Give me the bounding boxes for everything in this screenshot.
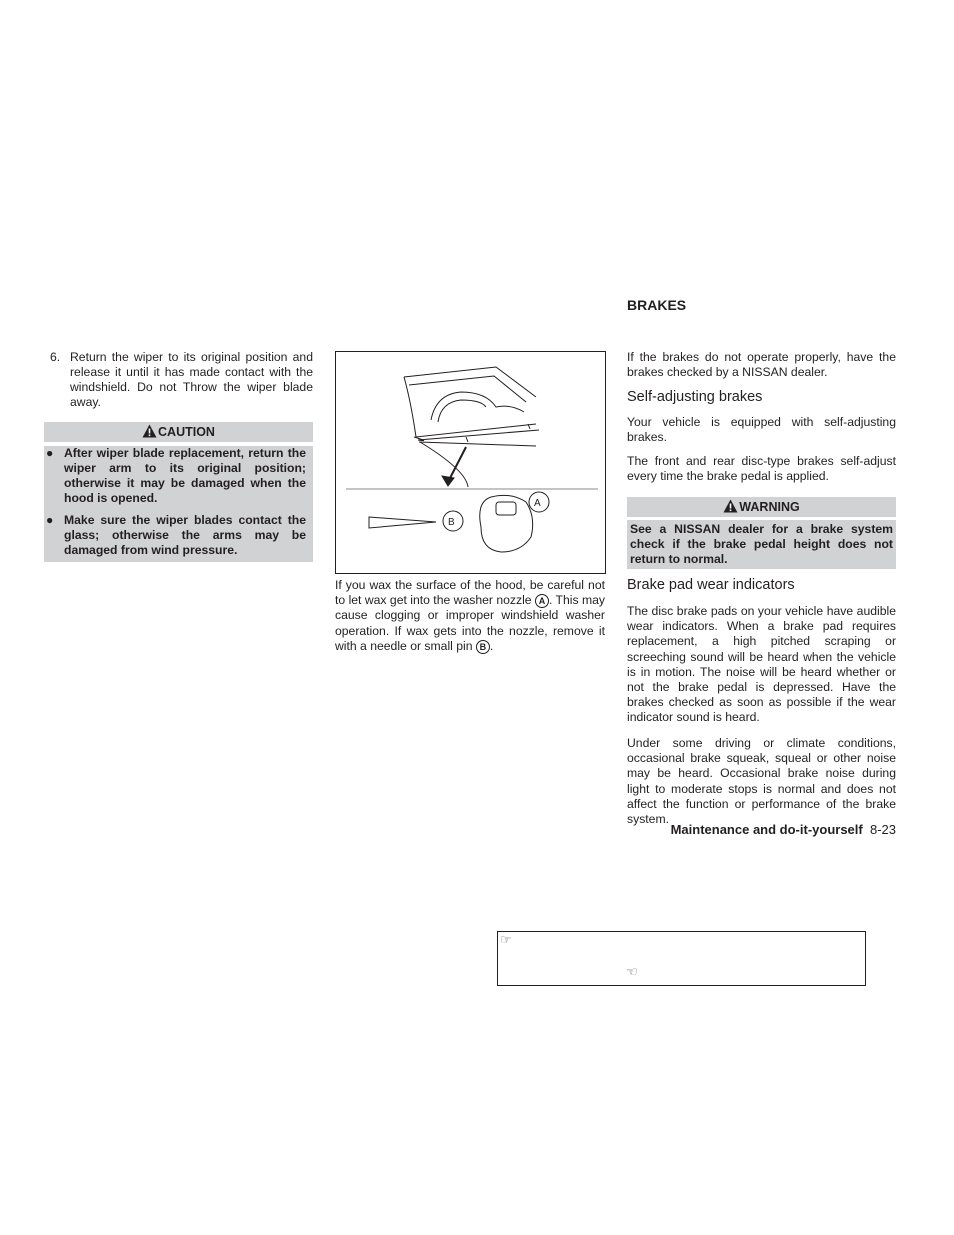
washer-nozzle-illustration bbox=[335, 351, 606, 574]
illustration-caption: If you wax the surface of the hood, be careful not to let wax get into the washer nozzle A . This may cause clogging or improper windshield washer operation. If wax gets into the nozzle, remove it with a needle or small pin B . bbox=[335, 578, 605, 653]
warning-label: WARNING bbox=[739, 500, 800, 514]
caution-item: ● Make sure the wiper blades contact the glass; otherwise the arms may be damaged from wind pressure. bbox=[46, 513, 306, 557]
caution-item: ● After wiper blade replacement, return the wiper arm to its original position; otherwise it may be damaged when the hood is opened. bbox=[46, 446, 306, 505]
page-number: 8-23 bbox=[869, 822, 896, 837]
subheading-wear-indicators: Brake pad wear indicators bbox=[627, 577, 795, 593]
caution-box bbox=[44, 446, 313, 562]
wear-indicators-p1: The disc brake pads on your vehicle have audible wear indicators. When a brake pad requires replacement, a high pitched scraping or screeching sound will be heard when the vehicle is in motion. The noise will be heard whether or not the brake pedal is depressed. Have the brakes checked as soon as possible if the wear indicator sound is heard. bbox=[627, 604, 896, 725]
caution-header bbox=[44, 422, 313, 442]
warning-triangle-icon bbox=[142, 424, 157, 438]
label-a: A bbox=[534, 498, 541, 509]
step-number: 6. bbox=[50, 350, 61, 364]
subheading-self-adjusting: Self-adjusting brakes bbox=[627, 389, 763, 405]
warning-header bbox=[627, 497, 896, 517]
step-6 bbox=[50, 350, 313, 410]
step-text: Return the wiper to its original position and release it until it has made contact with the windshield. Do not Throw the wiper blade away. bbox=[70, 350, 313, 409]
footer-section: Maintenance and do-it-yourself bbox=[670, 822, 863, 837]
warning-box: See a NISSAN dealer for a brake system check if the brake pedal height does not return to normal. bbox=[627, 520, 896, 569]
wear-indicators-p2: Under some driving or climate conditions, occasional brake squeak, squeal or other noise may be heard. Occasional brake noise during light to moderate stops is normal and does not affect the function or performance of the brake system. bbox=[627, 736, 896, 827]
label-b: B bbox=[448, 517, 455, 528]
callout-a: A bbox=[535, 594, 549, 608]
callout-b: B bbox=[476, 640, 490, 654]
section-title: BRAKES bbox=[627, 297, 687, 313]
self-adjusting-p1: Your vehicle is equipped with self-adjusting brakes. bbox=[627, 415, 896, 445]
blank-note-box bbox=[497, 931, 866, 986]
pointing-hand-left-icon: ☜ bbox=[626, 964, 638, 979]
warning-triangle-icon bbox=[723, 499, 738, 513]
self-adjusting-p2: The front and rear disc-type brakes self-adjust every time the brake pedal is applied. bbox=[627, 454, 896, 484]
pointing-hand-right-icon: ☞ bbox=[500, 932, 512, 947]
brakes-intro: If the brakes do not operate properly, have the brakes checked by a NISSAN dealer. bbox=[627, 350, 896, 380]
page-footer bbox=[671, 822, 896, 837]
caution-label: CAUTION bbox=[158, 425, 215, 439]
